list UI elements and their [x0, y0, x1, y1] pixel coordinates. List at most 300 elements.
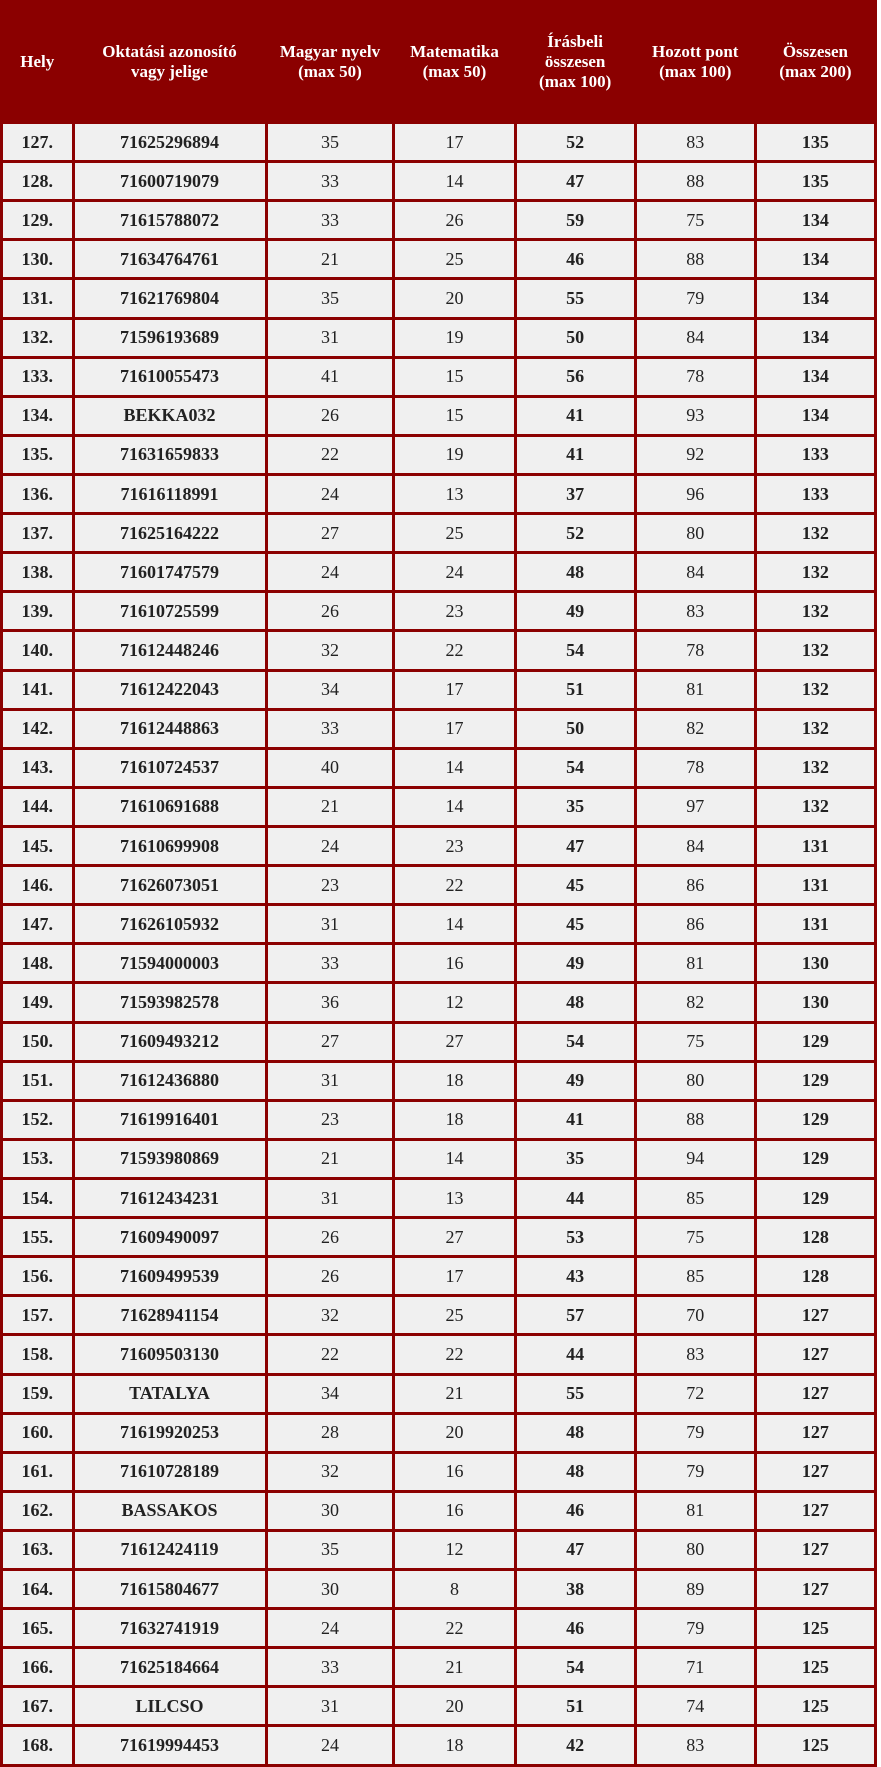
- grand-total-cell: 135: [757, 163, 874, 199]
- brought-points-cell: 81: [637, 1493, 754, 1529]
- hungarian-score-cell: 27: [268, 515, 393, 551]
- hungarian-score-cell: 33: [268, 202, 393, 238]
- id-cell: 71628941154: [75, 1297, 265, 1333]
- written-total-cell: 50: [517, 320, 634, 356]
- table-row: [3, 1610, 874, 1646]
- brought-points-cell: 83: [637, 1727, 754, 1764]
- id-cell: 71612424119: [75, 1532, 265, 1568]
- id-cell: 71596193689: [75, 320, 265, 356]
- math-score-cell: 14: [395, 1141, 513, 1177]
- written-total-cell: 55: [517, 280, 634, 316]
- grand-total-cell: 125: [757, 1649, 874, 1685]
- hungarian-score-cell: 24: [268, 476, 393, 512]
- grand-total-cell: 127: [757, 1297, 874, 1333]
- math-score-cell: 17: [395, 124, 513, 160]
- grand-total-cell: 125: [757, 1727, 874, 1764]
- hungarian-score-cell: 26: [268, 398, 393, 434]
- id-cell: 71619920253: [75, 1415, 265, 1451]
- brought-points-cell: 85: [637, 1180, 754, 1216]
- math-score-cell: 14: [395, 906, 513, 942]
- written-total-cell: 48: [517, 1454, 634, 1490]
- table-row: [3, 672, 874, 708]
- id-cell: 71610055473: [75, 359, 265, 395]
- math-score-cell: 17: [395, 711, 513, 747]
- rank-cell: 129.: [3, 202, 72, 238]
- id-cell: 71619994453: [75, 1727, 265, 1764]
- written-total-cell: 48: [517, 554, 634, 590]
- hungarian-score-cell: 24: [268, 828, 393, 864]
- grand-total-cell: 130: [757, 984, 874, 1020]
- brought-points-cell: 86: [637, 867, 754, 903]
- rank-cell: 136.: [3, 476, 72, 512]
- rank-cell: 132.: [3, 320, 72, 356]
- id-cell: 71631659833: [75, 437, 265, 473]
- rank-cell: 138.: [3, 554, 72, 590]
- hungarian-score-cell: 30: [268, 1571, 393, 1607]
- table-row: [3, 789, 874, 825]
- grand-total-cell: 127: [757, 1376, 874, 1412]
- table-row: [3, 1141, 874, 1177]
- hungarian-score-cell: 24: [268, 554, 393, 590]
- hungarian-score-cell: 30: [268, 1493, 393, 1529]
- math-score-cell: 13: [395, 1180, 513, 1216]
- math-score-cell: 15: [395, 398, 513, 434]
- math-score-cell: 17: [395, 672, 513, 708]
- brought-points-cell: 78: [637, 359, 754, 395]
- rank-cell: 135.: [3, 437, 72, 473]
- math-score-cell: 18: [395, 1102, 513, 1138]
- table-row: [3, 945, 874, 981]
- hungarian-score-cell: 26: [268, 1219, 393, 1255]
- rank-cell: 168.: [3, 1727, 72, 1764]
- id-cell: 71615788072: [75, 202, 265, 238]
- written-total-cell: 44: [517, 1336, 634, 1372]
- hungarian-score-cell: 36: [268, 984, 393, 1020]
- rank-cell: 141.: [3, 672, 72, 708]
- table-row: [3, 1727, 874, 1764]
- header-brought-line1: Hozott pont: [652, 42, 739, 61]
- grand-total-cell: 134: [757, 280, 874, 316]
- brought-points-cell: 89: [637, 1571, 754, 1607]
- hungarian-score-cell: 22: [268, 437, 393, 473]
- hungarian-score-cell: 26: [268, 593, 393, 629]
- header-total: [757, 3, 874, 121]
- rank-cell: 164.: [3, 1571, 72, 1607]
- grand-total-cell: 127: [757, 1571, 874, 1607]
- grand-total-cell: 129: [757, 1180, 874, 1216]
- brought-points-cell: 83: [637, 124, 754, 160]
- hungarian-score-cell: 32: [268, 1454, 393, 1490]
- brought-points-cell: 88: [637, 241, 754, 277]
- math-score-cell: 21: [395, 1649, 513, 1685]
- grand-total-cell: 127: [757, 1336, 874, 1372]
- math-score-cell: 16: [395, 945, 513, 981]
- rank-cell: 139.: [3, 593, 72, 629]
- hungarian-score-cell: 41: [268, 359, 393, 395]
- math-score-cell: 12: [395, 984, 513, 1020]
- hungarian-score-cell: 26: [268, 1258, 393, 1294]
- brought-points-cell: 85: [637, 1258, 754, 1294]
- brought-points-cell: 81: [637, 672, 754, 708]
- id-cell: 71612448863: [75, 711, 265, 747]
- brought-points-cell: 83: [637, 593, 754, 629]
- id-cell: 71634764761: [75, 241, 265, 277]
- math-score-cell: 20: [395, 280, 513, 316]
- header-hungarian: [268, 3, 393, 121]
- brought-points-cell: 82: [637, 984, 754, 1020]
- grand-total-cell: 129: [757, 1063, 874, 1099]
- written-total-cell: 59: [517, 202, 634, 238]
- rank-cell: 146.: [3, 867, 72, 903]
- grand-total-cell: 131: [757, 867, 874, 903]
- rank-cell: 155.: [3, 1219, 72, 1255]
- table-row: [3, 632, 874, 668]
- rank-cell: 147.: [3, 906, 72, 942]
- grand-total-cell: 127: [757, 1454, 874, 1490]
- grand-total-cell: 133: [757, 476, 874, 512]
- written-total-cell: 57: [517, 1297, 634, 1333]
- written-total-cell: 41: [517, 1102, 634, 1138]
- header-rank: [3, 3, 72, 121]
- brought-points-cell: 71: [637, 1649, 754, 1685]
- table-row: [3, 1063, 874, 1099]
- brought-points-cell: 78: [637, 750, 754, 786]
- grand-total-cell: 134: [757, 398, 874, 434]
- table-row: [3, 1336, 874, 1372]
- rank-cell: 152.: [3, 1102, 72, 1138]
- brought-points-cell: 82: [637, 711, 754, 747]
- rank-cell: 157.: [3, 1297, 72, 1333]
- written-total-cell: 56: [517, 359, 634, 395]
- math-score-cell: 23: [395, 828, 513, 864]
- brought-points-cell: 80: [637, 1532, 754, 1568]
- written-total-cell: 44: [517, 1180, 634, 1216]
- header-brought: [637, 3, 754, 121]
- hungarian-score-cell: 32: [268, 632, 393, 668]
- table-row: [3, 906, 874, 942]
- header-id-line2: vagy jelige: [131, 62, 208, 81]
- rank-cell: 165.: [3, 1610, 72, 1646]
- id-cell: 71610728189: [75, 1454, 265, 1490]
- brought-points-cell: 79: [637, 1454, 754, 1490]
- id-cell: 71612436880: [75, 1063, 265, 1099]
- hungarian-score-cell: 35: [268, 280, 393, 316]
- header-written-line3: (max 100): [539, 72, 612, 91]
- id-cell: 71612422043: [75, 672, 265, 708]
- brought-points-cell: 97: [637, 789, 754, 825]
- grand-total-cell: 134: [757, 320, 874, 356]
- table-row: [3, 437, 874, 473]
- hungarian-score-cell: 31: [268, 1688, 393, 1724]
- written-total-cell: 42: [517, 1727, 634, 1764]
- grand-total-cell: 134: [757, 241, 874, 277]
- brought-points-cell: 70: [637, 1297, 754, 1333]
- written-total-cell: 47: [517, 163, 634, 199]
- id-cell: TATALYA: [75, 1376, 265, 1412]
- written-total-cell: 38: [517, 1571, 634, 1607]
- math-score-cell: 22: [395, 867, 513, 903]
- id-cell: 71616118991: [75, 476, 265, 512]
- id-cell: BASSAKOS: [75, 1493, 265, 1529]
- header-total-line1: Összesen: [782, 42, 848, 61]
- id-cell: 71610691688: [75, 789, 265, 825]
- table-row: [3, 1258, 874, 1294]
- table-row: [3, 1688, 874, 1724]
- hungarian-score-cell: 35: [268, 1532, 393, 1568]
- hungarian-score-cell: 23: [268, 1102, 393, 1138]
- rank-cell: 142.: [3, 711, 72, 747]
- id-cell: 71626073051: [75, 867, 265, 903]
- header-id-line1: Oktatási azonosító: [102, 42, 237, 61]
- hungarian-score-cell: 31: [268, 1063, 393, 1099]
- rank-cell: 148.: [3, 945, 72, 981]
- hungarian-score-cell: 33: [268, 945, 393, 981]
- written-total-cell: 47: [517, 1532, 634, 1568]
- rank-cell: 131.: [3, 280, 72, 316]
- grand-total-cell: 129: [757, 1141, 874, 1177]
- hungarian-score-cell: 31: [268, 320, 393, 356]
- grand-total-cell: 132: [757, 672, 874, 708]
- written-total-cell: 46: [517, 241, 634, 277]
- header-id: [75, 3, 265, 121]
- brought-points-cell: 83: [637, 1336, 754, 1372]
- header-row: [3, 3, 874, 121]
- grand-total-cell: 131: [757, 828, 874, 864]
- rank-cell: 158.: [3, 1336, 72, 1372]
- grand-total-cell: 135: [757, 124, 874, 160]
- hungarian-score-cell: 21: [268, 789, 393, 825]
- header-rank-label: Hely: [20, 52, 55, 71]
- math-score-cell: 23: [395, 593, 513, 629]
- header-written-line2: összesen: [544, 52, 606, 71]
- written-total-cell: 54: [517, 632, 634, 668]
- math-score-cell: 25: [395, 515, 513, 551]
- table-row: [3, 1493, 874, 1529]
- hungarian-score-cell: 24: [268, 1727, 393, 1764]
- brought-points-cell: 74: [637, 1688, 754, 1724]
- table-row: [3, 320, 874, 356]
- table-row: [3, 476, 874, 512]
- brought-points-cell: 78: [637, 632, 754, 668]
- table-row: [3, 1532, 874, 1568]
- table-row: [3, 1415, 874, 1451]
- rank-cell: 161.: [3, 1454, 72, 1490]
- table-row: [3, 554, 874, 590]
- id-cell: 71626105932: [75, 906, 265, 942]
- id-cell: 71594000003: [75, 945, 265, 981]
- table-row: [3, 1180, 874, 1216]
- table-row: [3, 711, 874, 747]
- hungarian-score-cell: 34: [268, 672, 393, 708]
- id-cell: 71593980869: [75, 1141, 265, 1177]
- table-header: [3, 3, 874, 121]
- hungarian-score-cell: 40: [268, 750, 393, 786]
- table-row: [3, 867, 874, 903]
- table-row: [3, 1024, 874, 1060]
- written-total-cell: 53: [517, 1219, 634, 1255]
- rank-cell: 160.: [3, 1415, 72, 1451]
- table-row: [3, 515, 874, 551]
- written-total-cell: 48: [517, 1415, 634, 1451]
- grand-total-cell: 132: [757, 554, 874, 590]
- table-row: [3, 593, 874, 629]
- grand-total-cell: 133: [757, 437, 874, 473]
- brought-points-cell: 88: [637, 1102, 754, 1138]
- math-score-cell: 16: [395, 1454, 513, 1490]
- math-score-cell: 18: [395, 1063, 513, 1099]
- table-row: [3, 398, 874, 434]
- brought-points-cell: 88: [637, 163, 754, 199]
- brought-points-cell: 96: [637, 476, 754, 512]
- brought-points-cell: 72: [637, 1376, 754, 1412]
- written-total-cell: 48: [517, 984, 634, 1020]
- written-total-cell: 37: [517, 476, 634, 512]
- grand-total-cell: 127: [757, 1493, 874, 1529]
- rank-cell: 166.: [3, 1649, 72, 1685]
- id-cell: 71612448246: [75, 632, 265, 668]
- rank-cell: 167.: [3, 1688, 72, 1724]
- header-math-line2: (max 50): [422, 62, 487, 81]
- math-score-cell: 14: [395, 750, 513, 786]
- brought-points-cell: 75: [637, 1219, 754, 1255]
- header-brought-line2: (max 100): [659, 62, 732, 81]
- grand-total-cell: 132: [757, 593, 874, 629]
- grand-total-cell: 129: [757, 1102, 874, 1138]
- brought-points-cell: 92: [637, 437, 754, 473]
- written-total-cell: 51: [517, 1688, 634, 1724]
- header-hungarian-line2: (max 50): [298, 62, 362, 81]
- table-row: [3, 1649, 874, 1685]
- hungarian-score-cell: 21: [268, 1141, 393, 1177]
- rank-cell: 140.: [3, 632, 72, 668]
- hungarian-score-cell: 24: [268, 1610, 393, 1646]
- hungarian-score-cell: 31: [268, 1180, 393, 1216]
- header-math-line1: Matematika: [410, 42, 499, 61]
- id-cell: LILCSO: [75, 1688, 265, 1724]
- written-total-cell: 45: [517, 906, 634, 942]
- written-total-cell: 46: [517, 1493, 634, 1529]
- rank-cell: 144.: [3, 789, 72, 825]
- header-written-line1: Írásbeli: [547, 32, 604, 51]
- rank-cell: 128.: [3, 163, 72, 199]
- rank-cell: 150.: [3, 1024, 72, 1060]
- hungarian-score-cell: 31: [268, 906, 393, 942]
- hungarian-score-cell: 21: [268, 241, 393, 277]
- math-score-cell: 25: [395, 1297, 513, 1333]
- math-score-cell: 22: [395, 1336, 513, 1372]
- hungarian-score-cell: 33: [268, 711, 393, 747]
- rank-cell: 143.: [3, 750, 72, 786]
- math-score-cell: 12: [395, 1532, 513, 1568]
- table-row: [3, 1454, 874, 1490]
- brought-points-cell: 84: [637, 828, 754, 864]
- id-cell: 71621769804: [75, 280, 265, 316]
- math-score-cell: 26: [395, 202, 513, 238]
- brought-points-cell: 81: [637, 945, 754, 981]
- grand-total-cell: 132: [757, 789, 874, 825]
- header-hungarian-line1: Magyar nyelv: [279, 42, 381, 61]
- math-score-cell: 13: [395, 476, 513, 512]
- math-score-cell: 18: [395, 1727, 513, 1764]
- written-total-cell: 55: [517, 1376, 634, 1412]
- table-row: [3, 163, 874, 199]
- written-total-cell: 35: [517, 1141, 634, 1177]
- math-score-cell: 24: [395, 554, 513, 590]
- rank-cell: 156.: [3, 1258, 72, 1294]
- header-written: [517, 3, 634, 121]
- id-cell: 71615804677: [75, 1571, 265, 1607]
- id-cell: 71593982578: [75, 984, 265, 1020]
- hungarian-score-cell: 33: [268, 163, 393, 199]
- math-score-cell: 20: [395, 1415, 513, 1451]
- brought-points-cell: 79: [637, 280, 754, 316]
- table-row: [3, 1376, 874, 1412]
- rank-cell: 133.: [3, 359, 72, 395]
- math-score-cell: 14: [395, 789, 513, 825]
- grand-total-cell: 132: [757, 632, 874, 668]
- written-total-cell: 50: [517, 711, 634, 747]
- table-row: [3, 280, 874, 316]
- rank-cell: 137.: [3, 515, 72, 551]
- written-total-cell: 47: [517, 828, 634, 864]
- id-cell: 71601747579: [75, 554, 265, 590]
- rank-cell: 153.: [3, 1141, 72, 1177]
- grand-total-cell: 132: [757, 750, 874, 786]
- written-total-cell: 54: [517, 1024, 634, 1060]
- hungarian-score-cell: 34: [268, 1376, 393, 1412]
- written-total-cell: 46: [517, 1610, 634, 1646]
- grand-total-cell: 134: [757, 359, 874, 395]
- id-cell: 71625164222: [75, 515, 265, 551]
- math-score-cell: 8: [395, 1571, 513, 1607]
- math-score-cell: 16: [395, 1493, 513, 1529]
- table-row: [3, 750, 874, 786]
- rank-cell: 159.: [3, 1376, 72, 1412]
- written-total-cell: 49: [517, 1063, 634, 1099]
- rank-cell: 134.: [3, 398, 72, 434]
- id-cell: 71600719079: [75, 163, 265, 199]
- brought-points-cell: 86: [637, 906, 754, 942]
- written-total-cell: 54: [517, 750, 634, 786]
- brought-points-cell: 84: [637, 320, 754, 356]
- id-cell: 71610724537: [75, 750, 265, 786]
- written-total-cell: 49: [517, 945, 634, 981]
- grand-total-cell: 131: [757, 906, 874, 942]
- written-total-cell: 43: [517, 1258, 634, 1294]
- rank-cell: 149.: [3, 984, 72, 1020]
- brought-points-cell: 93: [637, 398, 754, 434]
- table-row: [3, 1219, 874, 1255]
- rank-cell: 151.: [3, 1063, 72, 1099]
- written-total-cell: 52: [517, 515, 634, 551]
- brought-points-cell: 75: [637, 202, 754, 238]
- math-score-cell: 15: [395, 359, 513, 395]
- grand-total-cell: 127: [757, 1415, 874, 1451]
- table-row: [3, 124, 874, 160]
- grand-total-cell: 125: [757, 1610, 874, 1646]
- id-cell: 71609499539: [75, 1258, 265, 1294]
- id-cell: 71610725599: [75, 593, 265, 629]
- grand-total-cell: 128: [757, 1258, 874, 1294]
- brought-points-cell: 79: [637, 1610, 754, 1646]
- math-score-cell: 22: [395, 632, 513, 668]
- written-total-cell: 49: [517, 593, 634, 629]
- header-total-line2: (max 200): [779, 62, 852, 81]
- rank-cell: 154.: [3, 1180, 72, 1216]
- math-score-cell: 22: [395, 1610, 513, 1646]
- brought-points-cell: 94: [637, 1141, 754, 1177]
- hungarian-score-cell: 28: [268, 1415, 393, 1451]
